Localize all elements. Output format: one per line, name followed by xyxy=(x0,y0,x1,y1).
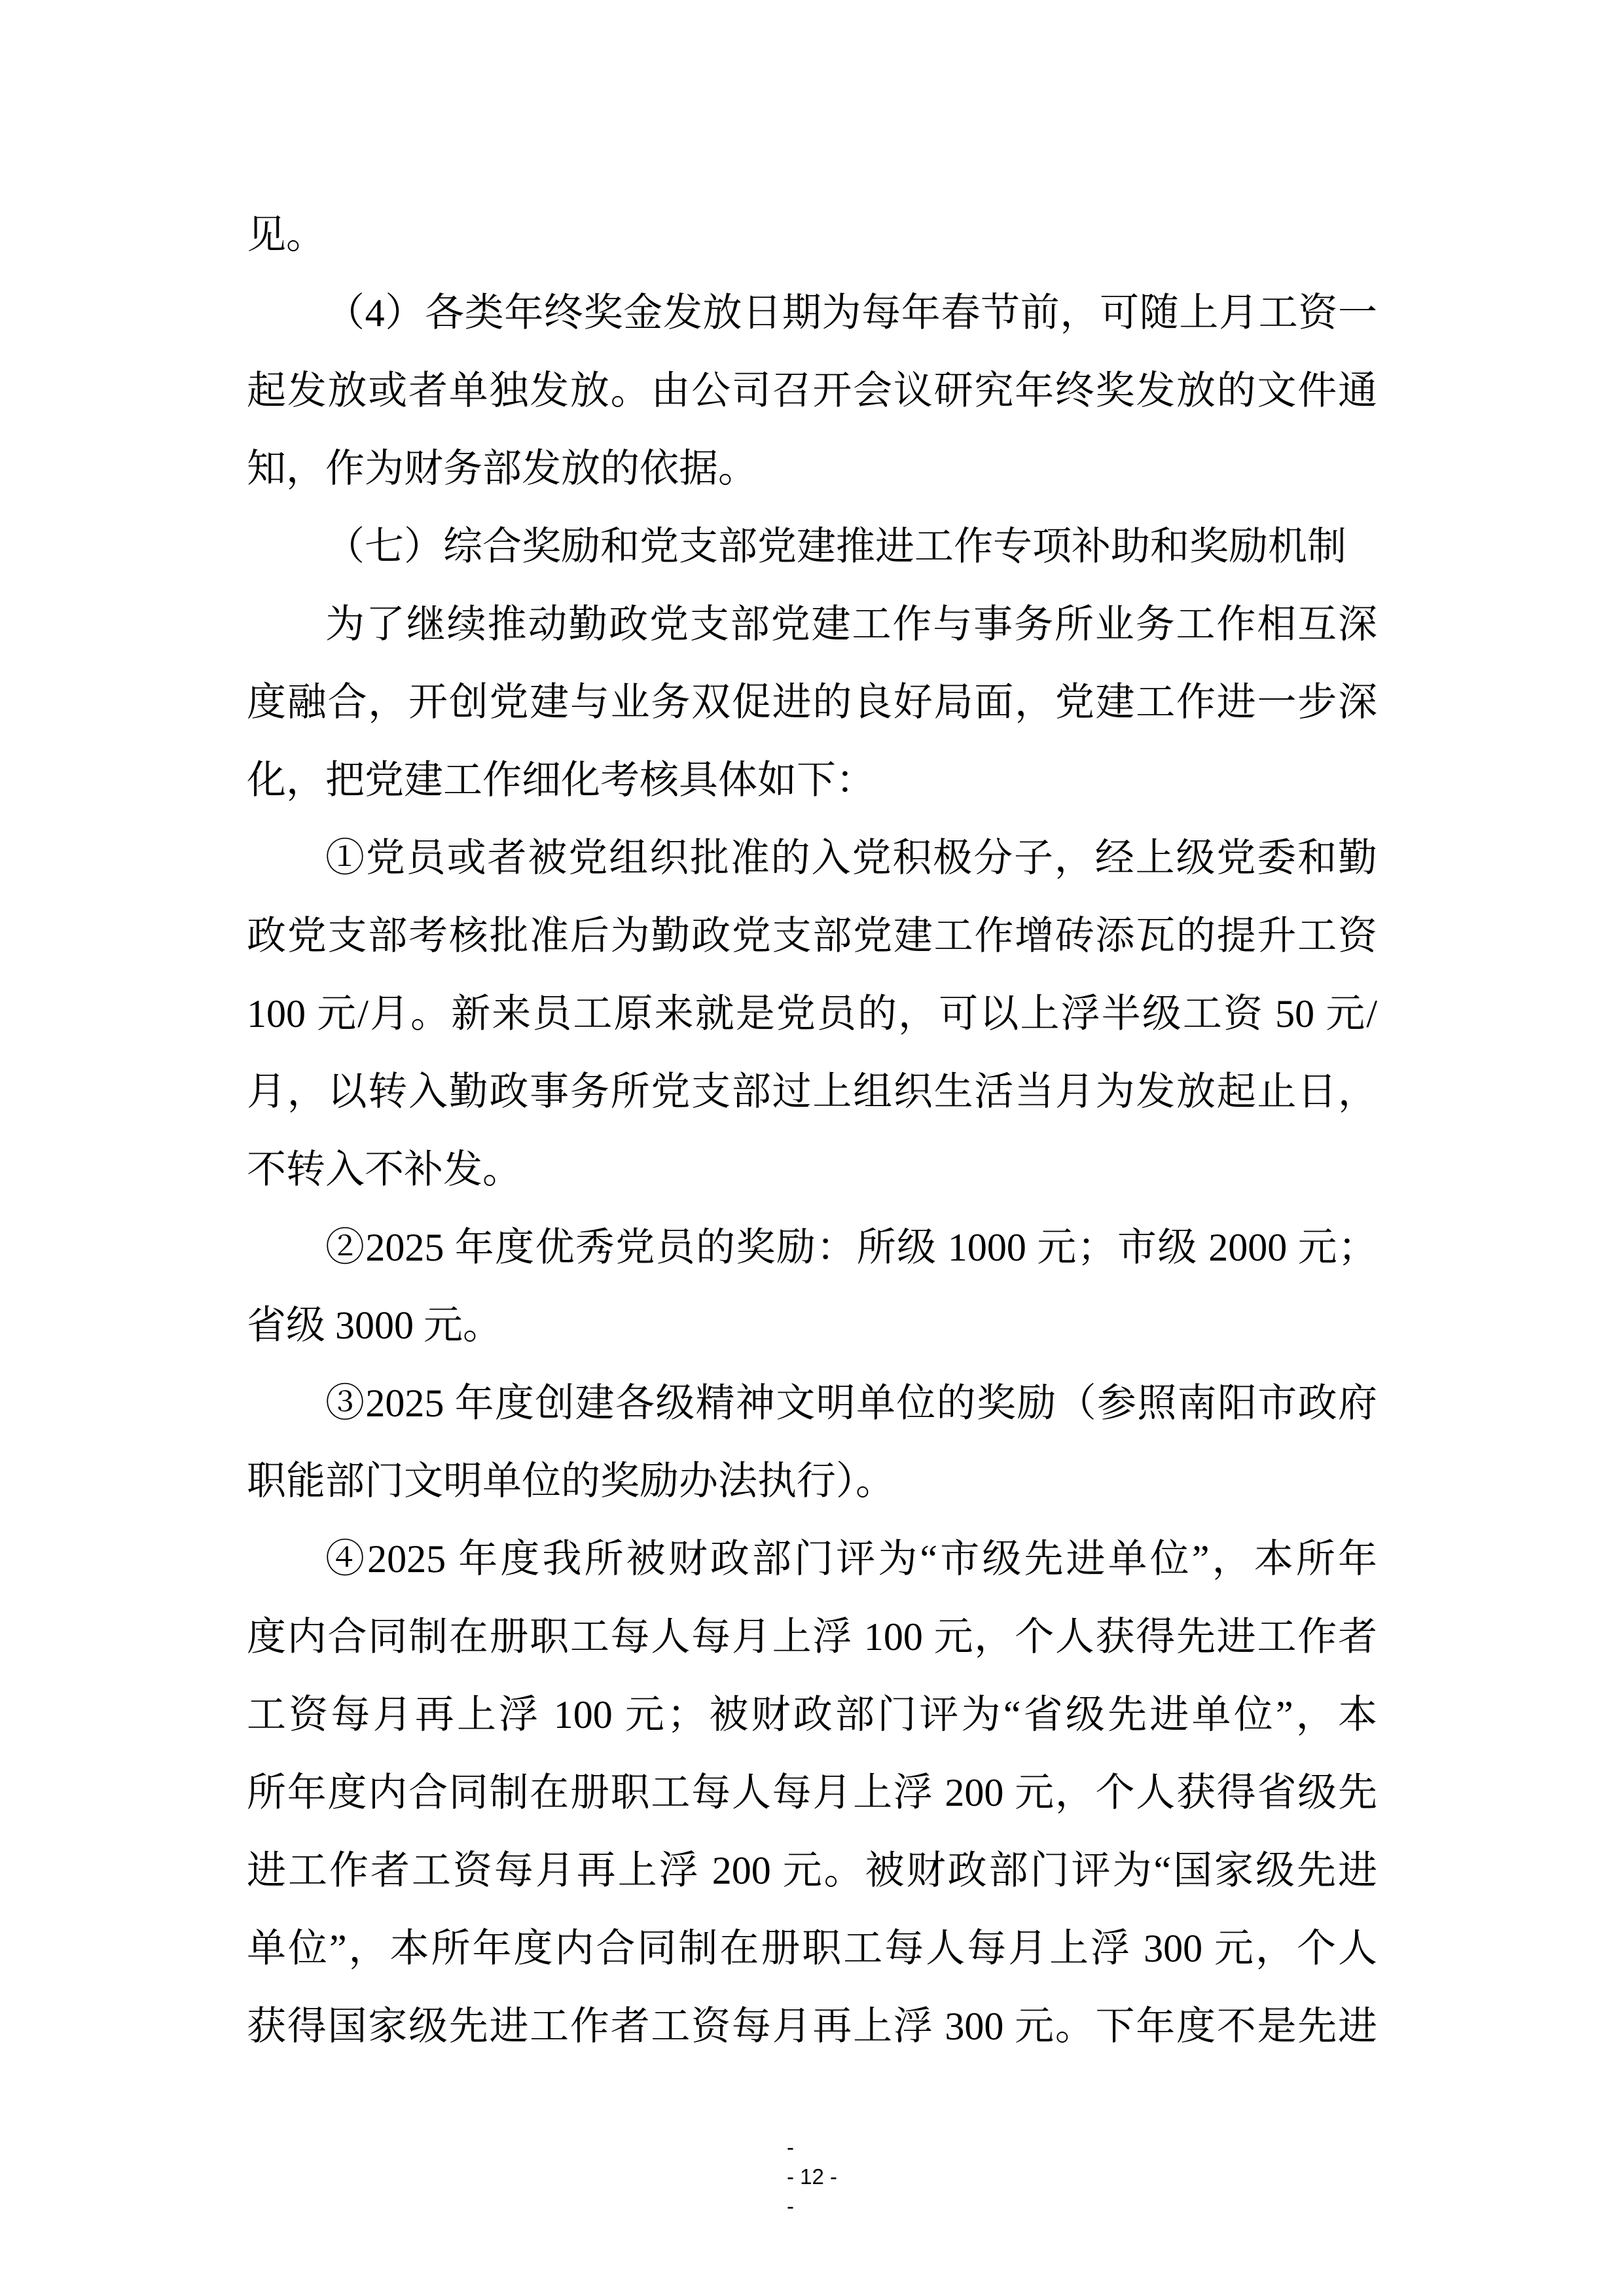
text-line: 工资每月再上浮 100 元；被财政部门评为“省级先进单位”，本 xyxy=(247,1693,1377,1736)
text-line: （七）综合奖励和党支部党建推进工作专项补助和奖励机制 xyxy=(325,525,1346,568)
text-line: ④2025 年度我所被财政部门评为“市级先进单位”，本所年 xyxy=(325,1537,1377,1581)
text-line: 省级 3000 元。 xyxy=(247,1304,502,1347)
text-line: 职能部门文明单位的奖励办法执行）。 xyxy=(247,1460,895,1503)
text-line: 月，以转入勤政事务所党支部过上组织生活当月为发放起止日， xyxy=(247,1070,1377,1113)
text-line: 度内合同制在册职工每人每月上浮 100 元，个人获得先进工作者 xyxy=(247,1615,1377,1659)
text-line: 见。 xyxy=(247,213,325,257)
text-line: 度融合，开创党建与业务双促进的良好局面，党建工作进一步深 xyxy=(247,681,1377,724)
text-line: 获得国家级先进工作者工资每月再上浮 300 元。下年度不是先进 xyxy=(247,2005,1377,2048)
text-line: 进工作者工资每月再上浮 200 元。被财政部门评为“国家级先进 xyxy=(247,1849,1377,1892)
text-line: 化，把党建工作细化考核具体如下： xyxy=(247,759,875,802)
text-line: ①党员或者被党组织批准的入党积极分子，经上级党委和勤 xyxy=(325,836,1377,880)
text-line: 为了继续推动勤政党支部党建工作与事务所业务工作相互深 xyxy=(325,603,1377,646)
text-line: 单位”，本所年度内合同制在册职工每人每月上浮 300 元，个人 xyxy=(247,1927,1377,1970)
text-line: ③2025 年度创建各级精神文明单位的奖励（参照南阳市政府 xyxy=(325,1382,1377,1425)
text-line: 所年度内合同制在册职工每人每月上浮 200 元，个人获得省级先 xyxy=(247,1771,1377,1814)
text-line: 起发放或者单独发放。由公司召开会议研究年终奖发放的文件通 xyxy=(247,369,1377,412)
document-body xyxy=(247,196,1377,2066)
text-line: ②2025 年度优秀党员的奖励：所级 1000 元；市级 2000 元； xyxy=(325,1226,1377,1269)
text-line: 100 元/月。新来员工原来就是党员的，可以上浮半级工资 50 元/ xyxy=(247,992,1377,1035)
text-line: 政党支部考核批准后为勤政党支部党建工作增砖添瓦的提升工资 xyxy=(247,914,1377,958)
footer-dash-bottom: - xyxy=(786,2194,794,2218)
footer-dash-top: - xyxy=(786,2135,794,2159)
page-number: - 12 - xyxy=(786,2164,838,2189)
text-line: 不转入不补发。 xyxy=(247,1148,522,1191)
text-line: （4）各类年终奖金发放日期为每年春节前，可随上月工资一 xyxy=(325,291,1377,334)
page-number-block xyxy=(787,2132,837,2221)
text-line: 知，作为财务部发放的依据。 xyxy=(247,447,757,490)
page-footer xyxy=(0,2132,1624,2221)
